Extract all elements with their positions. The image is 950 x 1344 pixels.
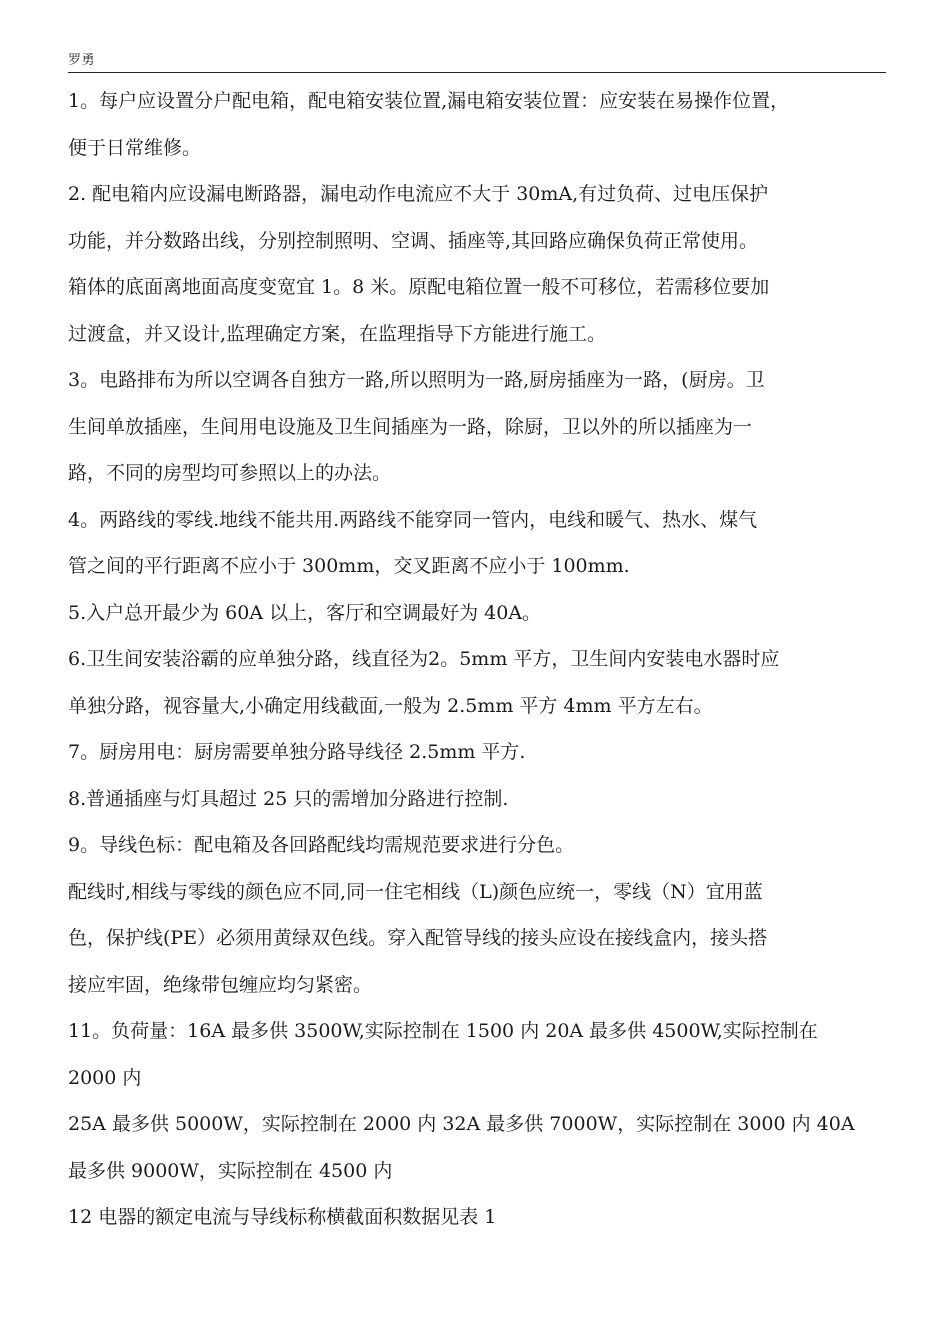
text-line: 2. 配电箱内应设漏电断路器，漏电动作电流应不大于 30mA,有过负荷、过电压保护 <box>68 183 769 205</box>
text-line: 配线时,相线与零线的颜色应不同,同一住宅相线（L)颜色应统一，零线（N）宜用蓝 <box>68 880 763 903</box>
text-line: 2000 内 <box>68 1066 142 1089</box>
text-line: 功能，并分数路出线，分别控制照明、空调、插座等,其回路应确保负荷正常使用。 <box>68 229 759 252</box>
text-line: 管之间的平行距离不应小于 300mm，交叉距离不应小于 100mm. <box>68 555 630 577</box>
text-line: 过渡盒，并又设计,监理确定方案，在监理指导下方能进行施工。 <box>68 322 607 345</box>
text-line: 路，不同的房型均可参照以上的办法。 <box>68 462 392 484</box>
text-line: 箱体的底面离地面高度变宽宜 1。8 米。原配电箱位置一般不可移位，若需移位要加 <box>68 276 770 298</box>
text-line: 12 电器的额定电流与导线标称横截面积数据见表 1 <box>68 1206 497 1228</box>
page-header <box>68 52 886 73</box>
text-line: 25A 最多供 5000W，实际控制在 2000 内 32A 最多供 7000W，实际控制在 3000 内 40A <box>68 1113 855 1135</box>
text-line: 9。导线色标：配电箱及各回路配线均需规范要求进行分色。 <box>68 834 575 856</box>
text-line: 1。每户应设置分户配电箱，配电箱安装位置,漏电箱安装位置：应安装在易操作位置， <box>68 90 790 112</box>
text-line: 色，保护线(PE）必须用黄绿双色线。穿入配管导线的接头应设在接线盒内，接头搭 <box>68 927 768 949</box>
document-body <box>68 78 886 1241</box>
text-line: 11。负荷量：16A 最多供 3500W,实际控制在 1500 内 20A 最多供 4500W,实际控制在 <box>68 1020 818 1042</box>
text-line: 最多供 9000W，实际控制在 4500 内 <box>68 1159 393 1182</box>
text-line: 接应牢固，绝缘带包缠应均匀紧密。 <box>68 973 373 996</box>
text-line: 4。两路线的零线.地线不能共用.两路线不能穿同一管内，电线和暖气、热水、煤气 <box>68 508 758 531</box>
text-line: 便于日常维修。 <box>68 136 202 159</box>
text-line: 7。厨房用电：厨房需要单独分路导线径 2.5mm 平方. <box>68 741 526 763</box>
text-line: 8.普通插座与灯具超过 25 只的需增加分路进行控制. <box>68 787 509 810</box>
text-line: 3。电路排布为所以空调各自独方一路,所以照明为一路,厨房插座为一路，(厨房。卫 <box>68 369 765 391</box>
header-author: 罗勇 <box>68 53 96 68</box>
text-line: 5.入户总开最少为 60A 以上，客厅和空调最好为 40A。 <box>68 601 542 624</box>
text-line: 单独分路，视容量大,小确定用线截面,一般为 2.5mm 平方 4mm 平方左右。 <box>68 694 713 717</box>
text-line: 6.卫生间安装浴霸的应单独分路，线直径为2。5mm 平方，卫生间内安装电水器时应 <box>68 648 780 670</box>
text-line: 生间单放插座，生间用电设施及卫生间插座为一路，除厨，卫以外的所以插座为一 <box>68 415 753 438</box>
